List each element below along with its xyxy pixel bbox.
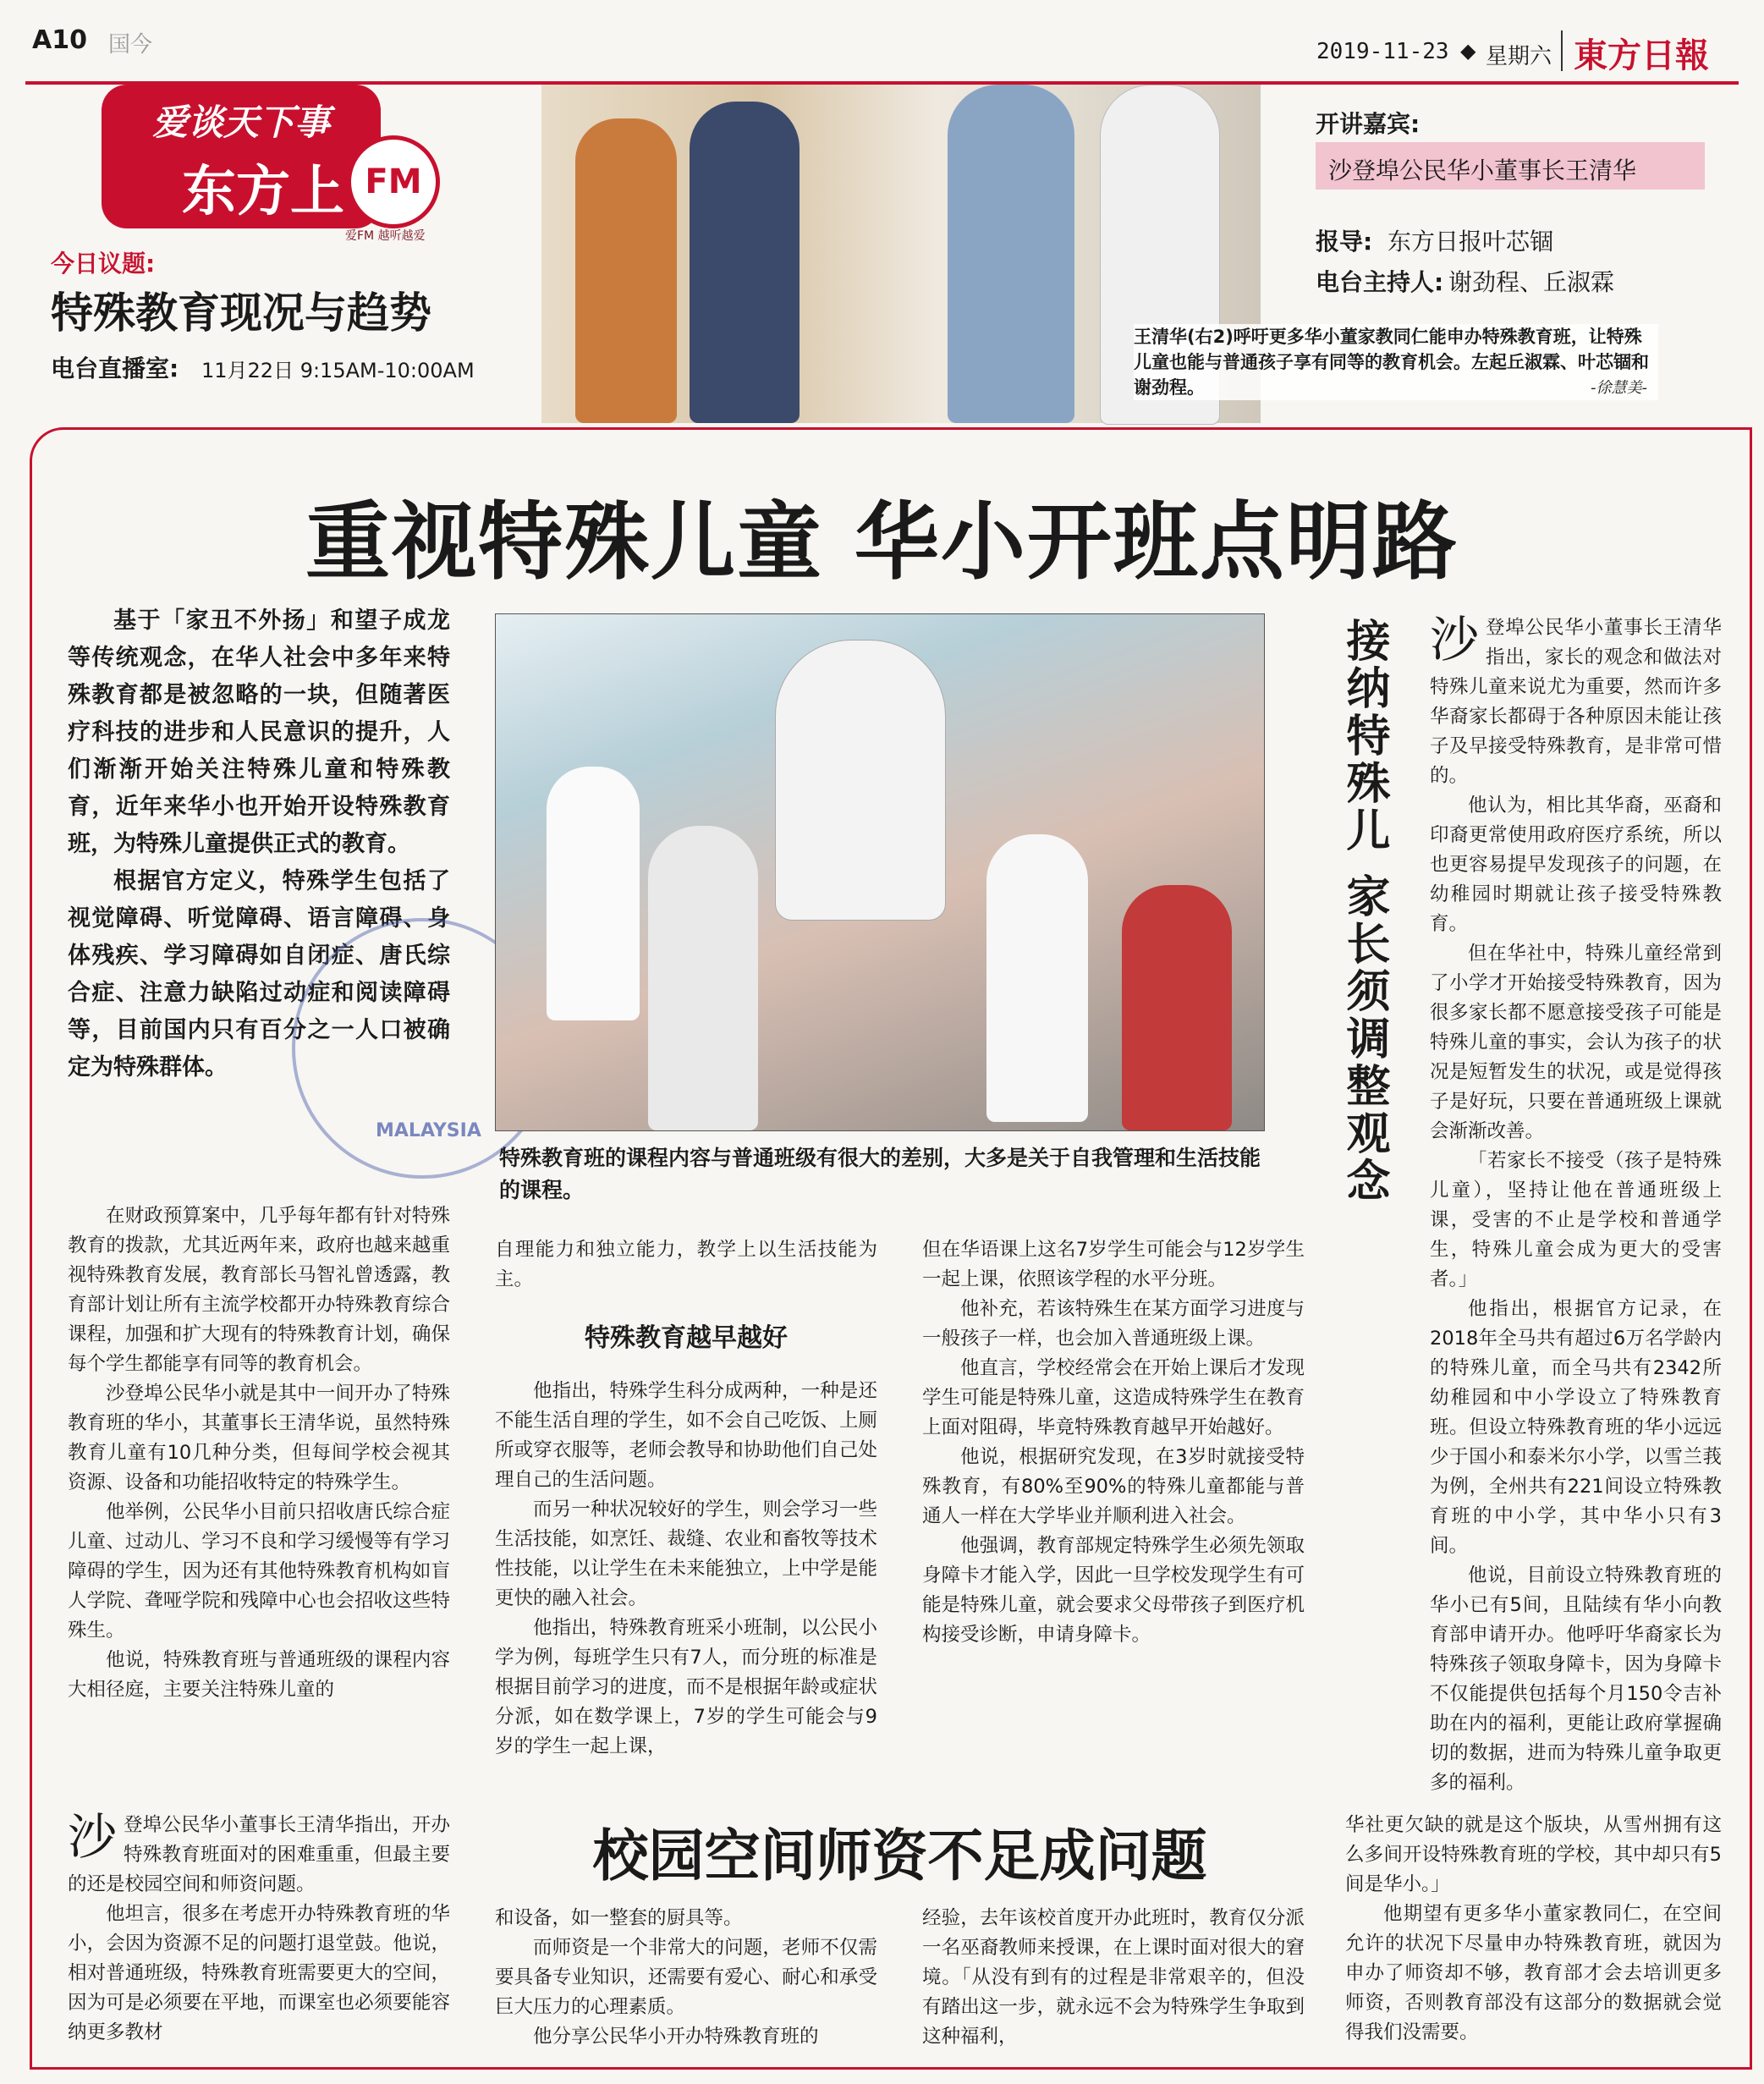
dropcap: 沙 <box>68 1808 118 1866</box>
studio-time: 11月22日 9:15AM-10:00AM <box>201 359 475 382</box>
topic-label: 今日议题: <box>51 250 156 278</box>
reporter-label: 报导: <box>1316 228 1373 256</box>
side-paragraph: 他说，目前设立特殊教育班的华小已有5间，且陆续有华小向教育部申请开办。他呼吁华裔家长为特殊孩子领取身障卡，因为身障卡不仅能提供包括每个月150令吉补助在内的福利，更能让政府掌握确切的数据，进而为特殊儿童争取更多的福利。 <box>1430 1564 1722 1794</box>
body-paragraph: 和设备，如一整套的厨具等。 <box>495 1907 743 1929</box>
section-fragment: 国今 <box>108 32 153 58</box>
person-figure <box>690 102 800 423</box>
side-paragraph: 但在华社中，特殊儿童经常到了小学才开始接受特殊教育，因为很多家长都不愿意接受孩子可能是特殊儿童的事实，会认为孩子的状况是短暂发生的状况，或是觉得孩子是好玩，只要在普通班级上课就会渐渐改善。 <box>1430 943 1722 1142</box>
side-paragraph: 「若家长不接受（孩子是特殊儿童），坚持让他在普通班级上课，受害的不止是学校和普通学生，特殊儿童会成为更大的受害者。」 <box>1430 1150 1722 1290</box>
bottom-column-4 <box>1345 1811 1722 2048</box>
issue-weekday: 星期六 <box>1486 44 1552 69</box>
body-column-2 <box>495 1235 877 1762</box>
guest-label: 开讲嘉宾: <box>1316 110 1421 138</box>
masthead-divider <box>1561 30 1563 71</box>
body-paragraph: 他指出，特殊教育班采小班制，以公民小学为例，每班学生只有7人，而分班的标准是根据目前学习的进度，而不是根据年龄或症状分派，如在数学课上，7岁的学生可能会与9岁的学生一起上课， <box>495 1617 877 1757</box>
body-paragraph: 而师资是一个非常大的问题，老师不仅需要具备专业知识，还需要有爱心、耐心和承受巨大压力的心理素质。 <box>495 1937 877 2018</box>
banner-slogan: 爱谈天下事 <box>152 102 331 143</box>
body-paragraph: 他补充，若该特殊生在某方面学习进度与一般孩子一样，也会加入普通班级上课。 <box>922 1298 1305 1350</box>
intro-paragraph: 根据官方定义，特殊学生包括了视觉障碍、听觉障碍、语言障碍、身体残疾、学习障碍如自闭症、唐氏综合症、注意力缺陷过动症和阅读障碍等，目前国内只有百分之一人口被确定为特殊群体。 <box>68 868 450 1080</box>
subhead: 特殊教育越早越好 <box>585 1323 788 1353</box>
intro-paragraph: 基于「家丑不外扬」和望子成龙等传统观念，在华人社会中多年来特殊教育都是被忽略的一块，但随著医疗科技的进步和人民意识的提升，人们渐渐开始关注特殊儿童和特殊教育，近年来华小也开始开设特殊教育班，为特殊儿童提供正式的教育。 <box>68 608 450 857</box>
body-paragraph: 他说，根据研究发现，在3岁时就接受特殊教育，有80%至90%的特殊儿童都能与普通人一样在大学毕业并顺利进入社会。 <box>922 1446 1305 1527</box>
side-column <box>1430 613 1722 1798</box>
bottom-headline: 校园空间师资不足成问题 <box>592 1823 1207 1889</box>
body-paragraph: 他坦言，很多在考虑开办特殊教育班的华小，会因为资源不足的问题打退堂鼓。他说，相对普通班级，特殊教育班需要更大的空间，因为可是必须要在平地，而课室也必须要能容纳更多教材 <box>68 1903 450 2043</box>
masthead-logo: 東方日報 <box>1574 36 1709 75</box>
body-column-3 <box>922 1235 1305 1650</box>
body-paragraph: 沙登埠公民华小董事长王清华指出，开办特殊教育班面对的困难重重，但最主要的还是校园空间和师资问题。 <box>68 1808 450 1895</box>
teacher-figure <box>775 640 946 921</box>
host-name: 谢劲程、丘淑霖 <box>1448 268 1615 296</box>
guest-name: 沙登埠公民华小董事长王清华 <box>1328 157 1637 184</box>
body-paragraph: 自理能力和独立能力，教学上以生活技能为主。 <box>495 1239 877 1290</box>
fm-logo-text: FM <box>365 162 422 201</box>
body-paragraph: 而另一种状况较好的学生，则会学习一些生活技能，如烹饪、裁缝、农业和畜牧等技术性技能，以让学生在未来能独立，上中学是能更快的融入社会。 <box>495 1498 877 1609</box>
body-paragraph: 他指出，特殊学生科分成两种，一种是还不能生活自理的学生，如不会自己吃饭、上厕所或穿衣服等，老师会教导和协助他们自己处理自己的生活问题。 <box>495 1380 877 1491</box>
bottom-column-3 <box>922 1904 1305 2052</box>
person-figure <box>948 85 1074 423</box>
bottom-column-1 <box>68 1808 450 2048</box>
fm-tagline: 爱FM 越听越爱 <box>345 229 426 243</box>
page-number: A10 <box>32 25 87 55</box>
guest-name-box <box>1316 142 1705 190</box>
body-paragraph: 经验，去年该校首度开办此班时，教育仅分派一名巫裔教师来授课，在上课时面对很大的窘境。「从没有到有的过程是非常艰辛的，但没有踏出这一步，就永远不会为特殊学生争取到这种福利， <box>922 1907 1305 2048</box>
body-paragraph: 但在华语课上这名7岁学生可能会与12岁学生一起上课，依照该学程的水平分班。 <box>922 1239 1305 1290</box>
stamp-text: MALAYSIA <box>376 1120 481 1141</box>
topic-title: 特殊教育现况与趋势 <box>51 288 431 338</box>
dropcap: 沙 <box>1430 611 1480 668</box>
body-paragraph: 他说，特殊教育班与普通班级的课程内容大相径庭，主要关注特殊儿童的 <box>68 1649 450 1701</box>
date-separator-icon: ◆ <box>1460 39 1476 63</box>
side-paragraph: 他认为，相比其华裔，巫裔和印裔更常使用政府医疗系统，所以也更容易提早发现孩子的问题，在幼稚园时期就让孩子接受特殊教育。 <box>1430 795 1722 935</box>
body-paragraph: 华社更欠缺的就是这个版块，从雪州拥有这么多间开设特殊教育班的学校，其中却只有5间是华小。」 <box>1345 1814 1722 1895</box>
photo-credit: -徐慧美- <box>1591 379 1647 397</box>
body-paragraph: 他强调，教育部规定特殊学生必须先领取身障卡才能入学，因此一旦学校发现学生有可能是特殊儿童，就会要求父母带孩子到医疗机构接受诊断，申请身障卡。 <box>922 1535 1305 1646</box>
host-label: 电台主持人: <box>1316 268 1444 296</box>
student-figure <box>1122 885 1232 1130</box>
body-paragraph: 在财政预算案中，几乎每年都有针对特殊教育的拨款，尤其近两年来，政府也越来越重视特殊教育发展，教育部长马智礼曾透露，教育部计划让所有主流学校都开办特殊教育综合课程，加强和扩大现有的特殊教育计划，确保每个学生都能享有同等的教育机会。 <box>68 1205 450 1375</box>
side-paragraph: 沙登埠公民华小董事长王清华指出，家长的观念和做法对特殊儿童来说尤为重要，然而许多华裔家长都碍于各种原因未能让孩子及早接受特殊教育，是非常可惜的。 <box>1430 611 1722 787</box>
side-paragraph: 他指出，根据官方记录，在2018年全马共有超过6万名学龄内的特殊儿童，而全马共有2342所幼稚园和中小学设立了特殊教育班。但设立特殊教育班的华小远远少于国小和泰米尔小学，以雪兰莪为例，全州共有221间设立特殊教育班的中小学，其中华小只有3间。 <box>1430 1298 1722 1557</box>
photo-caption: 王清华(右2)呼吁更多华小董家教同仁能申办特殊教育班，让特殊儿童也能与普通孩子享有同等的教育机会。左起丘淑霖、叶芯锢和谢劲程。 <box>1134 324 1658 400</box>
student-figure <box>547 767 640 1020</box>
fm-logo-icon <box>347 135 440 228</box>
student-figure <box>648 826 758 1130</box>
person-figure <box>575 118 677 423</box>
headline: 重视特殊儿童 华小开班点明路 <box>305 492 1459 591</box>
body-paragraph: 他直言，学校经常会在开始上课后才发现学生可能是特殊儿童，这造成特殊学生在教育上面对阻碍，毕竟特殊教育越早开始越好。 <box>922 1357 1305 1438</box>
reporter-name: 东方日报叶芯锢 <box>1388 228 1554 256</box>
body-column-1 <box>68 1201 450 1705</box>
banner-brand: 东方上 <box>182 160 344 223</box>
student-figure <box>986 834 1088 1122</box>
body-paragraph: 他期望有更多华小董家教同仁，在空间允许的状况下尽量申办特殊教育班，就因为申办了师资却不够，教育部才会去培训更多师资，否则教育部没有这部分的数据就会觉得我们没需要。 <box>1345 1903 1722 2043</box>
body-paragraph: 沙登埠公民华小就是其中一间开办了特殊教育班的华小，其董事长王清华说，虽然特殊教育儿童有10几种分类，但每间学校会视其资源、设备和功能招收特定的特殊学生。 <box>68 1383 450 1493</box>
body-paragraph: 他举例，公民华小目前只招收唐氏综合症儿童、过动儿、学习不良和学习缓慢等有学习障碍的学生，因为还有其他特殊教育机构如盲人学院、聋哑学院和残障中心也会招收这些特殊生。 <box>68 1501 450 1641</box>
body-paragraph: 他分享公民华小开办特殊教育班的 <box>533 2026 819 2048</box>
side-title: 接纳特殊儿 家长须调整观念 <box>1338 618 1390 1206</box>
issue-date: 2019-11-23 <box>1316 39 1449 64</box>
classroom-photo-caption: 特殊教育班的课程内容与普通班级有很大的差别，大多是关于自我管理和生活技能的课程。 <box>499 1146 1261 1202</box>
bottom-column-2 <box>495 1904 877 2052</box>
classroom-photo <box>495 613 1265 1131</box>
studio-label: 电台直播室: <box>51 355 179 382</box>
